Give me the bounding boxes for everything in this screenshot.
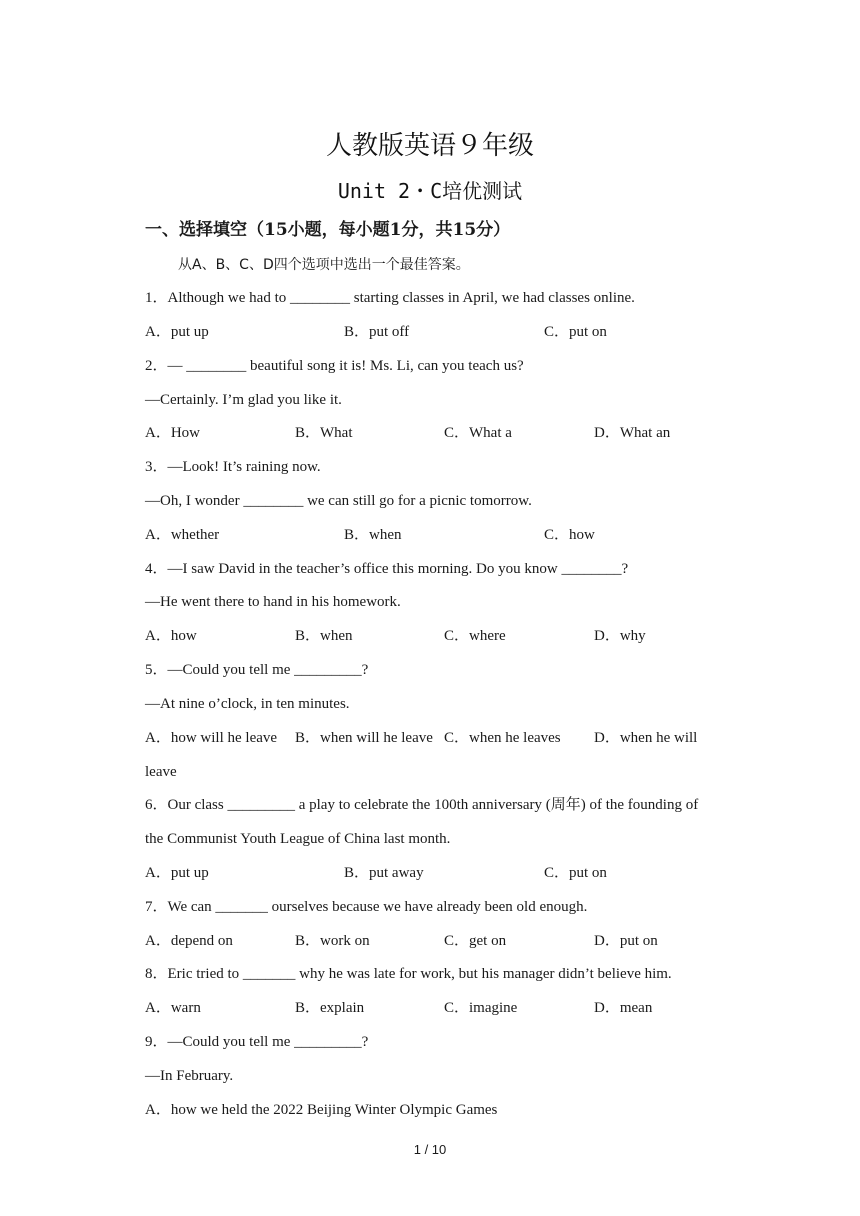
question-6-stem: 6．Our class _________ a play to celebrate the 100th anniversary (周年) of the founding of	[145, 797, 699, 813]
question-3-option-b: B．when	[344, 527, 402, 543]
question-4-option-c: C．where	[444, 628, 506, 644]
question-9-reply: —In February.	[145, 1068, 234, 1084]
question-2-option-a: A．How	[145, 425, 200, 441]
question-3-reply: —Oh, I wonder ________ we can still go for a picnic tomorrow.	[145, 493, 532, 509]
question-5-option-d-wrap: leave	[145, 764, 177, 780]
section-heading: 一、选择填空（15小题，每小题1分，共15分）	[145, 220, 511, 240]
question-5-stem: 5．—Could you tell me _________?	[145, 662, 369, 678]
question-7-option-c: C．get on	[444, 933, 507, 949]
question-6-option-c: C．put on	[544, 865, 607, 881]
question-2-stem: 2．— ________ beautiful song it is! Ms. Li, can you teach us?	[145, 358, 524, 374]
question-7-option-b: B．work on	[295, 933, 370, 949]
question-7-option-d: D．put on	[594, 933, 658, 949]
question-9-option-a: A．how we held the 2022 Beijing Winter Olympic Games	[145, 1102, 498, 1118]
question-5-option-c: C．when he leaves	[444, 730, 561, 746]
question-3-option-c: C．how	[544, 527, 595, 543]
question-1-option-b: B．put off	[344, 324, 410, 340]
question-2-option-c: C．What a	[444, 425, 512, 441]
question-3-stem: 3．—Look! It’s raining now.	[145, 459, 321, 475]
page-number: 1 / 10	[413, 1142, 447, 1157]
question-2-option-b: B．What	[295, 425, 353, 441]
question-8-stem: 8．Eric tried to _______ why he was late for work, but his manager didn’t believe him.	[145, 966, 672, 982]
question-4-reply: —He went there to hand in his homework.	[145, 594, 401, 610]
question-5-option-b: B．when will he leave	[295, 730, 433, 746]
question-7-option-a: A．depend on	[145, 933, 233, 949]
question-5-option-d: D．when he will	[594, 730, 698, 746]
question-9-stem: 9．—Could you tell me _________?	[145, 1034, 369, 1050]
question-8-option-a: A．warn	[145, 1000, 201, 1016]
instruction-text: 从A、B、C、D四个选项中选出一个最佳答案。	[178, 257, 470, 273]
question-7-stem: 7．We can _______ ourselves because we have already been old enough.	[145, 899, 588, 915]
question-5-option-a: A．how will he leave	[145, 730, 278, 746]
question-5-reply: —At nine o’clock, in ten minutes.	[145, 696, 350, 712]
question-1-option-a: A．put up	[145, 324, 209, 340]
document-title: 人教版英语９年级	[325, 131, 534, 161]
question-4-stem: 4．—I saw David in the teacher’s office this morning. Do you know ________?	[145, 561, 629, 577]
question-8-option-d: D．mean	[594, 1000, 653, 1016]
question-2-reply: —Certainly. I’m glad you like it.	[145, 392, 342, 408]
question-8-option-b: B．explain	[295, 1000, 365, 1016]
question-2-option-d: D．What an	[594, 425, 671, 441]
question-1-option-c: C．put on	[544, 324, 607, 340]
question-1-stem: 1．Although we had to ________ starting classes in April, we had classes online.	[145, 290, 635, 306]
question-6-option-a: A．put up	[145, 865, 209, 881]
question-4-option-a: A．how	[145, 628, 197, 644]
document-subtitle: Unit 2・C培优测试	[337, 179, 523, 203]
question-6-option-b: B．put away	[344, 865, 424, 881]
question-8-option-c: C．imagine	[444, 1000, 518, 1016]
question-6-stem-continued: the Communist Youth League of China last month.	[145, 831, 451, 847]
question-3-option-a: A．whether	[145, 527, 220, 543]
question-4-option-b: B．when	[295, 628, 353, 644]
question-4-option-d: D．why	[594, 628, 646, 644]
